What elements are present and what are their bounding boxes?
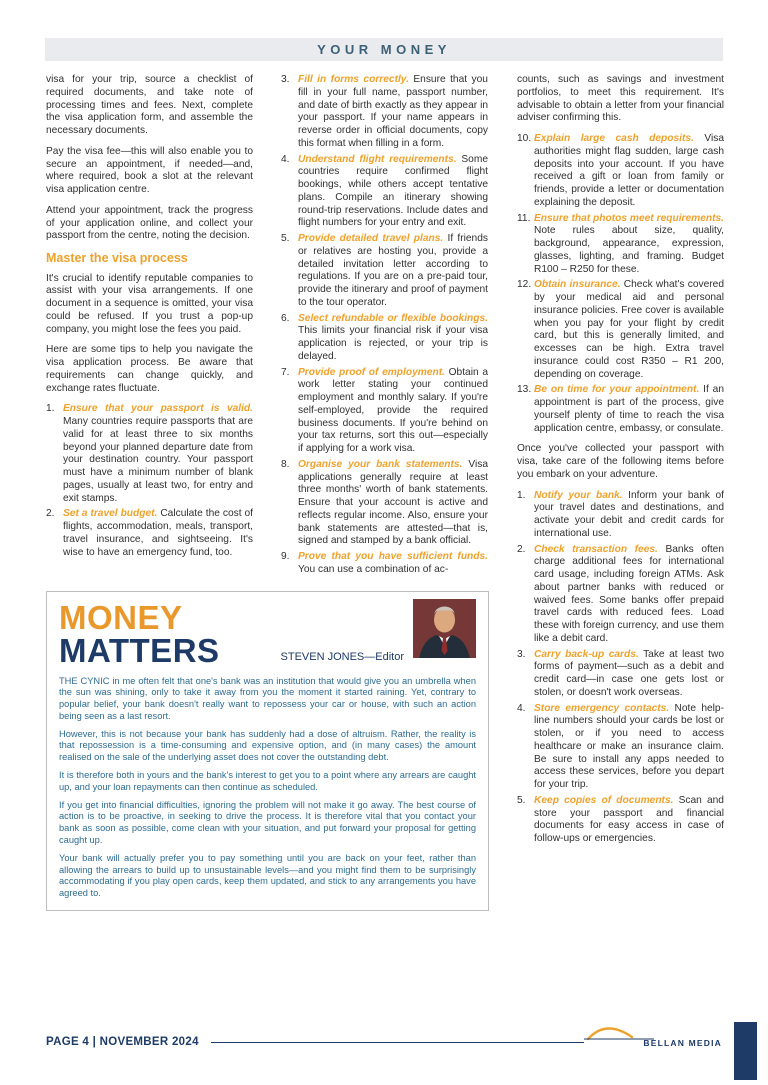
tip-lead: Provide detailed travel plans. xyxy=(298,233,444,244)
tip-item xyxy=(517,279,724,381)
tip-lead: Store emergency contacts. xyxy=(534,702,670,714)
tip-lead: Carry back-up cards. xyxy=(534,648,639,660)
tip-text xyxy=(534,795,724,846)
editorial-paragraph: It is therefore both in yours and the bank's interest to get you to a point where any arrears are caught up, and your loan repayments can then continue as scheduled. xyxy=(59,770,476,792)
body-paragraph: It's crucial to identify reputable companies to assist with your visa arrangements. If one document in a sequence is omitted, your visa could be refused. If you trust a pop-up company, you might lose the fees you paid. xyxy=(46,272,253,335)
tip-body: This limits your financial risk if your visa application is rejected, or your trip is delayed. xyxy=(298,325,488,362)
tip-text xyxy=(534,703,724,792)
tip-number: 3. xyxy=(281,74,290,85)
tip-body: You can use a combination of ac- xyxy=(298,563,449,575)
money-matters-title-line1: MONEY xyxy=(59,598,183,636)
page-title: YOUR MONEY xyxy=(317,42,451,57)
tip-lead: Be on time for your appointment. xyxy=(534,384,700,396)
tip-number: 5. xyxy=(281,233,290,244)
tip-text xyxy=(534,384,724,435)
tip-number: 8. xyxy=(281,458,290,470)
brand-name: BELLAN MEDIA xyxy=(643,1038,722,1048)
tip-number: 11. xyxy=(517,212,531,224)
tip-lead: Obtain insurance. xyxy=(534,279,621,291)
tip-item xyxy=(281,233,488,310)
tip-number: 1. xyxy=(517,489,526,501)
tip-body: Many countries require passports that are valid for at least three to six months beyond your planned departure date from your destination country. Your passport must have a minimum number of blank pages, usually at least two, for entry and exit stamps. xyxy=(63,416,253,504)
tip-item xyxy=(517,649,724,700)
tip-body: Scan and store your passport and financial documents for easy access in case of follow-ups or emergencies. xyxy=(534,794,724,844)
money-matters-header xyxy=(59,598,476,669)
tip-body: Obtain a work letter stating your continued employment and monthly salary. If you're self-employed, provide the required business documents. If you're behind on your tax returns, sort this out—especially if applying for a work visa. xyxy=(298,366,488,454)
money-matters-title-line2: MATTERS xyxy=(59,631,220,669)
tip-number: 1. xyxy=(46,403,55,415)
editorial-paragraph: If you get into financial difficulties, ignoring the problem will not make it go away. The best course of action is to be proactive, in seeking to drive the process. It is therefore vital that you contact your bank as soon as possible, come clean with your situation, and put forward your proposal for getting caught up. xyxy=(59,799,476,846)
tip-text xyxy=(298,459,488,548)
tip-text xyxy=(534,649,724,700)
tip-item xyxy=(517,795,724,846)
tip-item xyxy=(517,133,724,210)
tip-body: If friends or relatives are hosting you, provide a detailed invitation letter according to regulations. If you are on a pre-paid tour, provide the itinerary and proof of payment to the tour operator. xyxy=(298,233,488,308)
tip-text xyxy=(63,508,253,559)
tip-number: 6. xyxy=(281,312,290,324)
tip-body: Some countries require confirmed flight bookings, while others accept tentative plans. Compile an itinerary showing round-trip reservations. Include dates and flight numbers for your entry and exit. xyxy=(298,153,488,229)
tip-body: Calculate the cost of flights, accommodation, meals, transport, travel insurance, and sightseeing. It's wise to have an emergency fund, too. xyxy=(63,508,254,558)
article-body xyxy=(46,74,724,911)
tip-lead: Ensure that photos meet requirements. xyxy=(534,212,724,224)
tip-number: 10. xyxy=(517,133,532,144)
tip-text xyxy=(534,490,724,541)
tip-body: Note help-line numbers should your cards be lost or stolen, or if you need to access healthcare or make an insurance claim. Be sure to install any apps needed to access these services, before you depart for your trip. xyxy=(534,702,724,790)
body-paragraph: Pay the visa fee—this will also enable you to secure an appointment, if needed—and, where required, book a slot at the relevant visa application centre. xyxy=(46,145,253,195)
tip-lead: Explain large cash deposits. xyxy=(534,133,694,144)
body-paragraph: Once you've collected your passport with visa, take care of the following items before you embark on your adventure. xyxy=(517,443,724,480)
tip-item xyxy=(281,313,488,364)
tip-body: Take at least two forms of payment—such as a debit and credit card—in case one gets lost or stolen, or doesn't work overseas. xyxy=(534,648,724,698)
tip-text xyxy=(63,403,253,505)
tip-item xyxy=(517,213,724,277)
tip-number: 4. xyxy=(281,153,290,165)
tip-body: Ensure that you fill in your full name, passport number, and date of birth exactly as they appear in your passport. If your name appears in reverse order in official documents, copy this format when filling in a form. xyxy=(298,74,488,149)
tip-item xyxy=(46,403,253,505)
tip-number: 12. xyxy=(517,279,532,291)
tip-number: 2. xyxy=(46,508,55,520)
tip-body: Visa authorities might flag sudden, large cash deposits into your account. If you have received a gift or loan from family or friends, provide a letter or documentation explaining the deposit. xyxy=(534,133,724,208)
footer-rule xyxy=(211,1042,584,1043)
tip-item xyxy=(517,490,724,541)
tip-number: 5. xyxy=(517,794,526,806)
tip-body: Inform your bank of your travel dates and destinations, and activate your debit and credit cards for international use. xyxy=(534,489,724,539)
tip-lead: Notify your bank. xyxy=(534,489,623,501)
tip-lead: Check transaction fees. xyxy=(534,543,658,555)
tip-text xyxy=(298,233,488,310)
tip-lead: Ensure that your passport is valid. xyxy=(63,403,253,415)
column-3 xyxy=(517,74,724,911)
editor-byline: STEVEN JONES—Editor xyxy=(280,650,404,663)
tip-item xyxy=(281,154,488,231)
tip-text xyxy=(298,74,488,151)
section-heading: Master the visa process xyxy=(46,251,188,265)
tip-text xyxy=(534,213,724,277)
columns-row xyxy=(46,74,489,580)
footer xyxy=(46,1025,724,1059)
tip-number: 13. xyxy=(517,384,532,396)
tip-item xyxy=(517,544,724,646)
column-2 xyxy=(281,74,488,580)
tip-text xyxy=(534,133,724,210)
header-band xyxy=(45,38,723,61)
body-paragraph: Here are some tips to help you navigate the visa application process. Be aware that requirements can change quickly, and exchange rates fluctuate. xyxy=(46,344,253,394)
tip-lead: Understand flight requirements. xyxy=(298,153,457,165)
tip-lead: Prove that you have sufficient funds. xyxy=(298,551,488,562)
tip-lead: Provide proof of employment. xyxy=(298,366,445,378)
editor-photo xyxy=(413,599,476,658)
tip-lead: Set a travel budget. xyxy=(63,508,158,520)
tip-lead: Keep copies of documents. xyxy=(534,794,674,806)
money-matters-box xyxy=(46,591,489,912)
body-paragraph: counts, such as savings and investment portfolios, to meet this requirement. It's advisable to obtain a letter from your financial adviser confirming this. xyxy=(517,74,724,124)
tip-body: Banks often charge additional fees for international card usage, including foreign ATMs. Ask about partner banks with reduced or waived fees. Some banks offer prepaid travel cards with reduced fees. Load these with foreign currency, and use them like a debit card. xyxy=(534,543,724,644)
tip-item xyxy=(281,459,488,548)
tip-lead: Fill in forms correctly. xyxy=(298,74,409,85)
tip-text xyxy=(298,313,488,364)
tip-lead: Select refundable or flexible bookings. xyxy=(298,312,488,324)
editorial-paragraph: However, this is not because your bank has suddenly had a dose of altruism. Rather, the reality is that repossession is a time-consuming and expensive option, and (in many cases) the amount realised on the sale of the underlying asset does not cover the outstanding debt. xyxy=(59,728,476,763)
publisher-logo xyxy=(584,1025,724,1059)
tip-body: Visa applications generally require at least three months' worth of bank statements. Ensure that your account is active and reflects regular income. Also, ensure your bank statements are attested—that is, signed and stamped by a bank official. xyxy=(298,458,488,547)
tip-item xyxy=(517,703,724,792)
tip-item xyxy=(46,508,253,559)
tip-item xyxy=(281,551,488,577)
body-paragraph: Attend your appointment, track the progress of your application online, and collect your passport from the centre, noting the decision. xyxy=(46,204,253,242)
tip-text xyxy=(534,544,724,646)
tip-text xyxy=(298,551,488,577)
tip-body: Check what's covered by your medical aid and personal insurance policies. Free cover is available when you pay for your flight by credit card, but this is generally limited, and excesses can be high. Extra travel insurance could cost R350 – R1 200, depending on coverage. xyxy=(534,279,725,380)
tip-number: 7. xyxy=(281,366,290,378)
page-number: PAGE 4 | NOVEMBER 2024 xyxy=(46,1036,199,1048)
corner-accent-bar xyxy=(734,1022,757,1080)
tip-text xyxy=(298,367,488,456)
tip-item xyxy=(517,384,724,435)
tip-number: 9. xyxy=(281,551,290,562)
tip-body: If an appointment is part of the process, give yourself plenty of time to reach the visa application centre, embassy, or consulate. xyxy=(534,384,724,434)
editorial-paragraph: THE CYNIC in me often felt that one's bank was an institution that would give you an umbrella when the sun was shining, only to take it away from you the moment it started raining. Yet, contrary to popular belief, your bank doesn't really want to repossess your car or house, with such an action being seen as a last resort. xyxy=(59,675,476,721)
tip-number: 4. xyxy=(517,702,526,714)
body-paragraph: visa for your trip, source a checklist of required documents, and take note of processing times and fees. Next, complete the visa application form, and assemble the necessary documents. xyxy=(46,74,253,136)
editorial-paragraph: Your bank will actually prefer you to pay something until you are back on your feet, rather than allowing the arrears to build up to unsustainable levels—and you might find them to be surprisingly accommodating if you play open cards, keep them updated, and stick to any arrangements you have agreed to. xyxy=(59,852,476,899)
column-1 xyxy=(46,74,253,580)
tip-item xyxy=(281,367,488,456)
tip-number: 2. xyxy=(517,543,526,555)
tip-text xyxy=(298,154,488,231)
tip-text xyxy=(534,279,724,381)
tip-lead: Organise your bank statements. xyxy=(298,458,463,470)
tip-body: Note rules about size, quality, background, appearance, expression, glasses, lighting, and framing. Budget R100 – R250 for these. xyxy=(534,225,724,275)
tip-item xyxy=(281,74,488,151)
left-columns-wrapper xyxy=(46,74,489,911)
tip-number: 3. xyxy=(517,648,526,660)
